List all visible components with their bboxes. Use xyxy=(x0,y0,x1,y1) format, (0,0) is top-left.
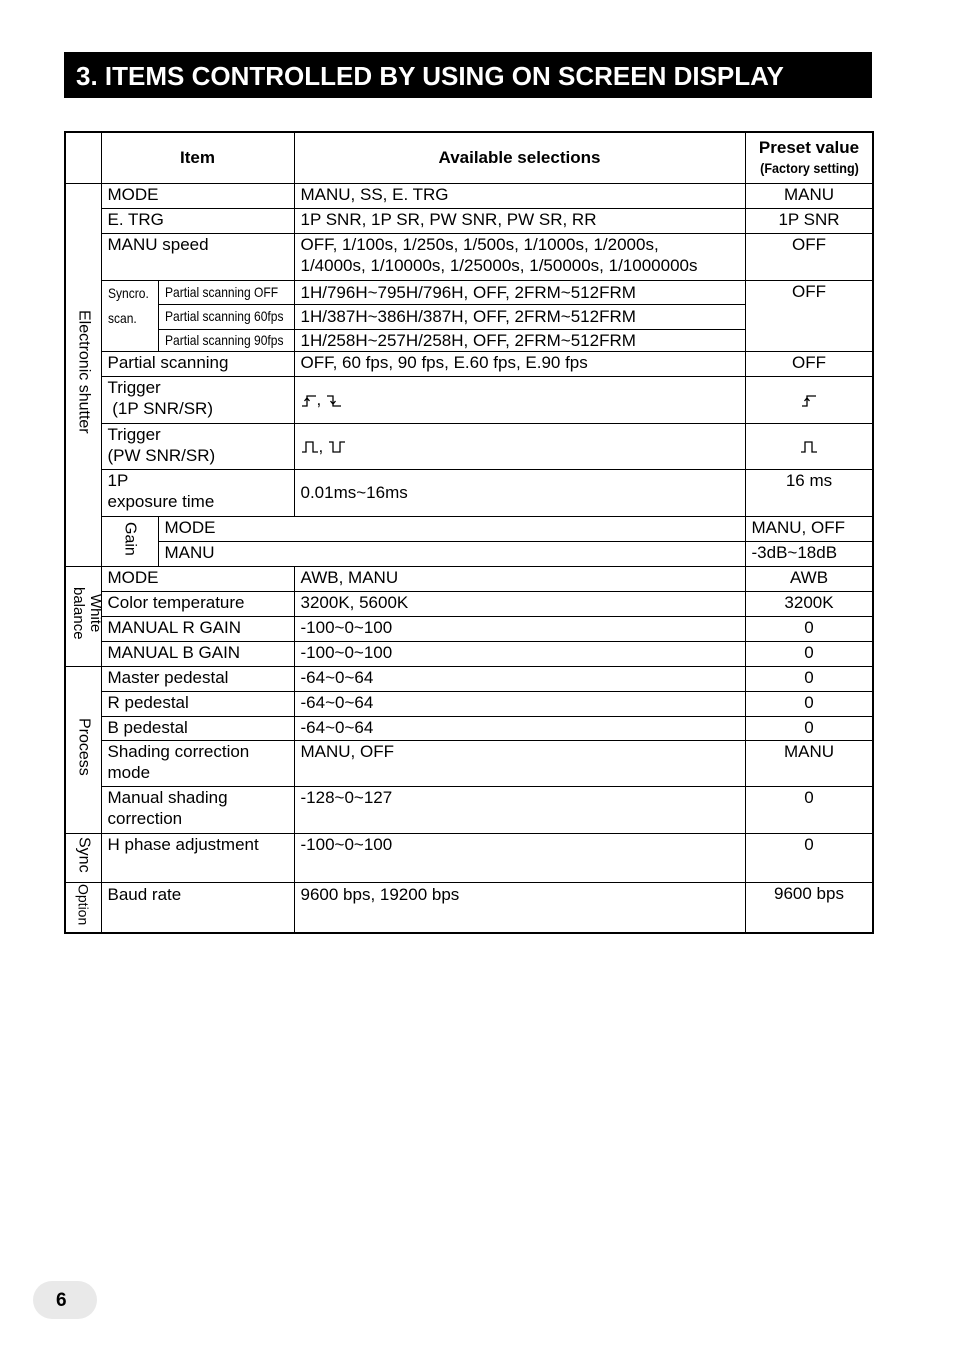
table-row xyxy=(65,208,873,233)
item-line: (PW SNR/SR) xyxy=(107,445,216,465)
item-cell: MANU xyxy=(158,541,745,566)
table-row xyxy=(65,882,873,933)
selection-cell: 9600 bps, 19200 bps xyxy=(294,882,745,933)
preset-cell: OFF xyxy=(745,280,873,351)
table-row xyxy=(65,740,873,786)
item-line: Shading correction xyxy=(107,741,250,761)
preset-cell: 16 ms xyxy=(745,469,873,516)
preset-cell xyxy=(745,423,873,469)
table-row xyxy=(65,566,873,591)
selection-cell: 1H/258H~257H/258H, OFF, 2FRM~512FRM xyxy=(294,329,745,351)
table-row xyxy=(65,591,873,616)
preset-header-label: Preset value xyxy=(758,137,860,157)
preset-cell xyxy=(745,376,873,423)
selection-line: OFF, 1/100s, 1/250s, 1/500s, 1/1000s, 1/2000s, xyxy=(300,234,659,254)
preset-cell: 0 xyxy=(745,641,873,666)
item-line: Manual shading xyxy=(107,787,228,807)
syncro-scan-label: Syncro. scan. xyxy=(101,280,158,351)
preset-cell: 0 xyxy=(745,616,873,641)
table-row xyxy=(65,641,873,666)
selection-cell: -64~0~64 xyxy=(294,691,745,716)
sub-item-cell: Partial scanning 90fps xyxy=(158,329,294,351)
edge-falling-icon xyxy=(326,394,342,408)
selection-cell: -64~0~64 xyxy=(294,716,745,740)
table-row xyxy=(65,423,873,469)
item-cell: Master pedestal xyxy=(101,666,294,691)
item-line: mode xyxy=(107,762,151,782)
preset-cell: 0 xyxy=(745,691,873,716)
item-cell: MANUAL R GAIN xyxy=(101,616,294,641)
sub-item-cell: Partial scanning 60fps xyxy=(158,304,294,329)
preset-cell: 3200K xyxy=(745,591,873,616)
table-row xyxy=(65,833,873,882)
preset-header xyxy=(745,132,873,183)
item-cell xyxy=(101,376,294,423)
selection-cell: -64~0~64 xyxy=(294,666,745,691)
item-header: Item xyxy=(101,132,294,183)
selection-cell: MANU, SS, E. TRG xyxy=(294,183,745,208)
osd-items-table xyxy=(64,131,874,934)
header-row xyxy=(65,132,873,183)
item-line: 1P xyxy=(107,470,129,490)
item-cell xyxy=(101,740,294,786)
group-header xyxy=(65,132,101,183)
group-sync: Sync xyxy=(65,833,101,882)
item-cell: H phase adjustment xyxy=(101,833,294,882)
selection-cell: 0.01ms~16ms xyxy=(294,469,745,516)
group-gain: Gain xyxy=(101,516,158,566)
selection-cell: 1H/387H~386H/387H, OFF, 2FRM~512FRM xyxy=(294,304,745,329)
preset-cell: OFF xyxy=(745,351,873,376)
item-cell: MODE xyxy=(101,566,294,591)
item-cell: B pedestal xyxy=(101,716,294,740)
table-row xyxy=(65,616,873,641)
preset-cell: AWB xyxy=(745,566,873,591)
preset-cell: 0 xyxy=(745,716,873,740)
item-cell: MANU speed xyxy=(101,233,294,280)
separator: , xyxy=(316,390,322,409)
selection-cell xyxy=(294,233,745,280)
edge-rising-icon xyxy=(301,394,317,408)
item-cell: MODE xyxy=(158,516,745,541)
section-title: 3. ITEMS CONTROLLED BY USING ON SCREEN DISPLAY xyxy=(64,52,872,98)
group-option: Option xyxy=(65,882,101,933)
group-electronic-shutter: Electronic shutter xyxy=(65,183,101,566)
table-row xyxy=(65,786,873,833)
edge-rising-icon xyxy=(801,394,817,408)
item-cell xyxy=(101,469,294,516)
item-line: Trigger xyxy=(107,424,161,444)
item-cell: E. TRG xyxy=(101,208,294,233)
selection-cell: 1H/796H~795H/796H, OFF, 2FRM~512FRM xyxy=(294,280,745,304)
available-header: Available selections xyxy=(294,132,745,183)
selection-cell: MANU, OFF xyxy=(745,516,873,541)
preset-cell: MANU xyxy=(745,183,873,208)
table-row xyxy=(65,351,873,376)
pulse-positive-icon xyxy=(301,440,319,454)
table-row xyxy=(65,666,873,691)
item-cell xyxy=(101,786,294,833)
item-cell: MODE xyxy=(101,183,294,208)
separator: , xyxy=(318,436,324,456)
table-row xyxy=(65,516,873,541)
table-row xyxy=(65,541,873,566)
selection-cell xyxy=(294,423,745,469)
selection-cell: -128~0~127 xyxy=(294,786,745,833)
selection-line: 1/4000s, 1/10000s, 1/25000s, 1/50000s, 1/1000000s xyxy=(300,255,698,275)
selection-cell: OFF, 60 fps, 90 fps, E.60 fps, E.90 fps xyxy=(294,351,745,376)
item-cell: Partial scanning xyxy=(101,351,294,376)
preset-cell: 0 xyxy=(745,786,873,833)
selection-cell: -100~0~100 xyxy=(294,616,745,641)
sub-item-cell: Partial scanning OFF xyxy=(158,280,294,304)
preset-cell: MANU xyxy=(745,740,873,786)
item-cell: MANUAL B GAIN xyxy=(101,641,294,666)
table-row xyxy=(65,469,873,516)
table-row xyxy=(65,691,873,716)
table-row xyxy=(65,183,873,208)
table-row xyxy=(65,376,873,423)
selection-cell: -3dB~18dB xyxy=(745,541,873,566)
item-line: correction xyxy=(107,808,183,828)
preset-cell: 1P SNR xyxy=(745,208,873,233)
item-cell: R pedestal xyxy=(101,691,294,716)
table-row xyxy=(65,233,873,280)
preset-header-sub: (Factory setting) xyxy=(759,159,859,176)
group-white-balance: White balance xyxy=(65,566,101,666)
selection-cell: -100~0~100 xyxy=(294,641,745,666)
item-cell: Color temperature xyxy=(101,591,294,616)
preset-cell: 0 xyxy=(745,666,873,691)
selection-cell: 3200K, 5600K xyxy=(294,591,745,616)
preset-cell: 9600 bps xyxy=(745,882,873,933)
item-cell: Baud rate xyxy=(101,882,294,933)
selection-cell: MANU, OFF xyxy=(294,740,745,786)
selection-cell: 1P SNR, 1P SR, PW SNR, PW SR, RR xyxy=(294,208,745,233)
item-line: Trigger xyxy=(107,377,161,397)
selection-cell: -100~0~100 xyxy=(294,833,745,882)
group-process: Process xyxy=(65,666,101,833)
table-row xyxy=(65,280,873,304)
selection-cell xyxy=(294,376,745,423)
pulse-positive-icon xyxy=(800,440,818,454)
item-line: (1P SNR/SR) xyxy=(107,398,213,418)
item-line: exposure time xyxy=(107,491,215,511)
selection-cell: AWB, MANU xyxy=(294,566,745,591)
pulse-negative-icon xyxy=(328,440,346,454)
page-number: 6 xyxy=(56,1290,67,1311)
item-cell xyxy=(101,423,294,469)
preset-cell: 0 xyxy=(745,833,873,882)
table-row xyxy=(65,716,873,740)
preset-cell: OFF xyxy=(745,233,873,280)
